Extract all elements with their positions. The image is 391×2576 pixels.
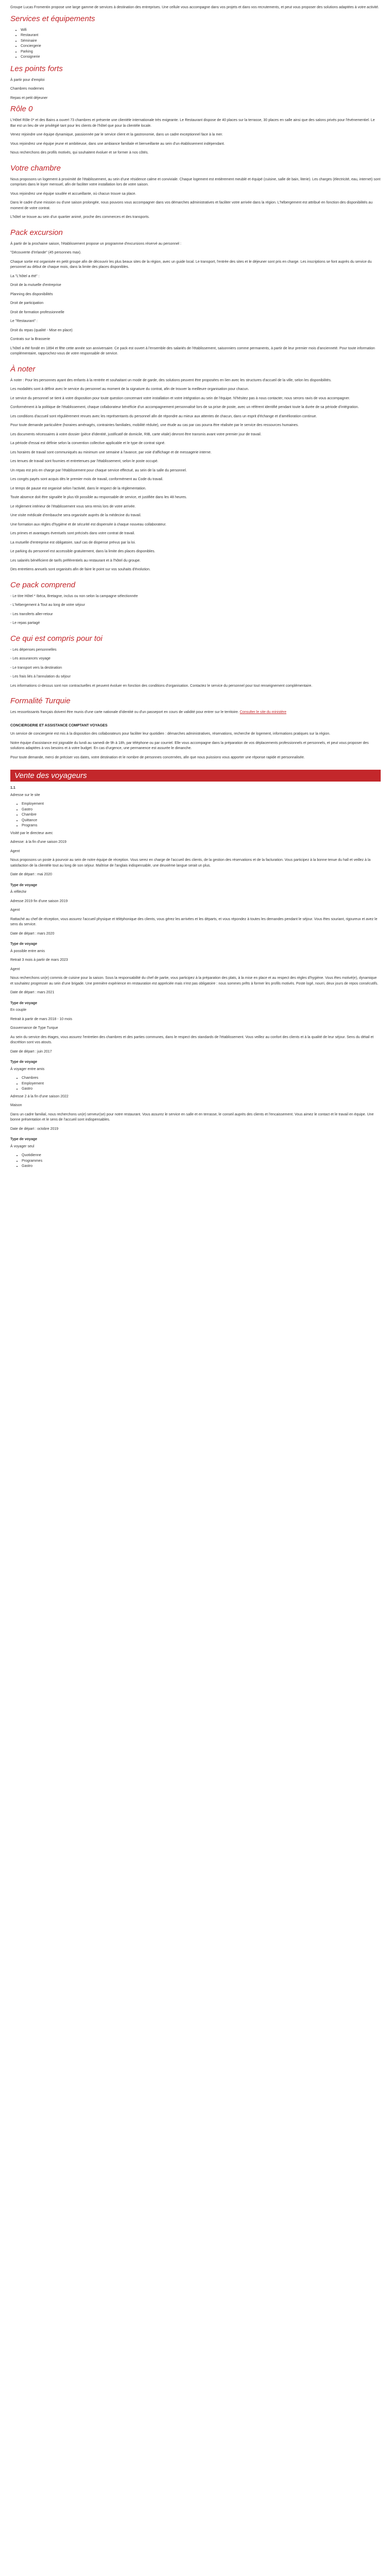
offer-sub: À voyager seul [10,1144,35,1148]
pack-line: Chaque sortie est organisée en petit groupe afin de découvrir les plus beaux sites de la région, avec un guide local. Le transport, l'entrée des sites et le déjeuner sont pris en charge. Les inscriptions se font auprès du service du personnel au début de chaque mois, dans la limite des places disponibles. [10,260,372,269]
enfants-paragraph: Un repas est pris en charge par l'établissement pour chaque service effectué, au sein de la salle du personnel. [10,468,187,472]
pack-line: La "L'hôtel a été" : [10,274,40,278]
offer-date: Adresse: à la fin d'une saison 2019 [10,840,67,844]
concierge-paragraph: Notre équipe d'assistance est joignable du lundi au samedi de 9h à 18h, par téléphone ou par courriel. Elle vous accompagne dans la préparation de vos déplacements professionnels et personnels, et peut vous proposer des solutions adaptées à vos besoins et à votre budget. En cas d'urgence, une permanence est assurée le dimanche. [10,741,369,750]
offer-text: Nous recherchons un(e) commis de cuisine pour la saison. Sous la responsabilité du chef de partie, vous participez à la préparation des plats, à la mise en place et au respect des règles d'hygiène. Vous êtes motivé(e), dynamique et souhaitez progresser au sein d'une brigade. Une première expérience en restauration est appréciée mais n'est pas obligatoire : nous sommes prêts à former les profils motivés. Poste logé, nourri, deux jours de repos consécutifs. [10,976,379,986]
offer-feature: • Gastro [22,1164,381,1170]
pack-line: Le "Restaurant" : [10,319,38,323]
role-paragraph: Vous rejoindrez une équipe jeune et ambitieuse, dans une ambiance familiale et bienveillante au sein d'un établissement indépendant. [10,142,225,146]
formalite-text [10,710,381,716]
offer-feature: • Employement [22,1081,381,1087]
pourque-line: - Les assurances voyage [10,657,51,660]
offers-title-bar: Vente des voyageurs [10,770,381,782]
offer-features [10,1153,381,1170]
pack-line: Contrats sur la Brasserie [10,337,51,341]
pack-title: Pack excursion [10,228,63,237]
offer-feature: • Chambres [22,1076,381,1081]
concierge-paragraph: Un service de conciergerie est mis à la disposition des collaborateurs pour faciliter leur quotidien : démarches administratives, réservations, recherche de logement, informations pratiques sur la région. [10,732,331,736]
enfants-paragraph: Des entretiens annuels sont organisés afin de faire le point sur vos souhaits d'évolution. [10,568,151,571]
votre-title: Votre chambre [10,163,61,173]
intro-text: Groupe Lucas Fromentin propose une large gamme de services à destination des entreprises. Une cellule vous accompagne dans vos projets et dans vos recrutements, et peut vous proposer des solutions adaptées à votre activité. [10,6,379,9]
concierge-title: CONCIERGERIE ET ASSISTANCE COMPTANT VOYAGES [10,723,108,727]
formalite-title: Formalité Turquie [10,697,71,705]
pack-line: À partir de la prochaine saison, l'établissement propose un programme d'excursions réservé au personnel : [10,242,182,246]
pack-note: L'hôtel a été fondé en 1894 et fête cette année son anniversaire. Ce pack est ouvert à l'ensemble des salariés de l'établissement, saisonniers comme permanents, à partir de leur premier mois d'ancienneté. Pour toute information complémentaire, rapprochez-vous de votre responsable de service. [10,346,375,355]
offer-card [10,1137,381,1170]
role-paragraph: Nous recherchons des profils motivés, qui souhaitent évoluer et se former à nos côtés. [10,151,149,155]
enfants-paragraph: Pour toute demande particulière (horaires aménagés, contraintes familiales, mobilité réduite), une étude au cas par cas pourra être réalisée par le service des ressources humaines. [10,423,299,427]
offer-card [10,786,381,878]
offer-title: Type de voyage [10,1060,38,1064]
role-paragraph: L'Hôtel Rôle 0* et des Bains a ouvert 73 chambres et présente une clientèle internationale très exigeante. Le Restaurant dispose de 40 places sur la terrasse, 30 places en salle ainsi que des salons privés pour l'événementiel. Le Bar est un lieu de vie privilégié tant pour les clients de l'hôtel que pour la clientèle locale. [10,118,375,128]
offer-foot: Date de départ : mars 2021 [10,991,55,994]
offer-feature: • Programmes [22,1159,381,1164]
offer-date-label: Visité par le directeur avec [10,831,53,835]
offer-card [10,1060,381,1132]
enfants-paragraph: Les tenues de travail sont fournies et entretenues par l'établissement, selon le poste occupé. [10,460,158,463]
enfants-paragraph: Une formation aux règles d'hygiène et de sécurité est dispensée à chaque nouveau collaborateur. [10,522,167,527]
offer-foot: Date de départ : mai 2020 [10,873,52,876]
offer-card [10,883,381,937]
pack-line: Droit de la mutuelle d'entreprise [10,283,61,287]
offer-feature: • Chambre [22,812,381,818]
strong-point-line: Repas et petit déjeuner [10,96,48,100]
offer-text: Au sein du service des étages, vous assurez l'entretien des chambres et des parties communes, dans le respect des standards de l'établissement. Vous veillez au confort des clients et à la qualité de leur séjour. Sens du détail et discrétion sont vos atouts. [10,1035,374,1044]
enfants-paragraph: Le service du personnel se tient à votre disposition pour toute question concernant votre installation et votre intégration au sein de l'équipe. N'hésitez pas à nous contacter, nous serons ravis de vous accompagner. [10,396,350,400]
service-item: • Consignerie [21,55,381,60]
offer-title: Type de voyage [10,1001,38,1005]
pack-line: Droit de formation professionnelle [10,310,64,314]
offer-type: Agent [10,967,20,971]
offer-title: Type de voyage [10,1138,38,1141]
offer-type: Agent [10,849,20,853]
offer-foot: Date de départ : juin 2017 [10,1049,52,1054]
offer-date: Adresse 2 à la fin d'une saison 2022 [10,1094,69,1098]
service-item: • Wifi [21,28,381,33]
formalite-body: Les ressortissants français doivent être munis d'une carte nationale d'identité ou d'un passeport en cours de validité pour entrer sur le territoire. [10,710,239,714]
enfants-paragraph: Le parking du personnel est accessible gratuitement, dans la limite des places disponibles. [10,550,155,553]
strong-points-block [10,78,381,101]
offer-date: Retrait à partir de mars 2018 - 10 mois [10,1017,72,1021]
enfants-block [10,378,381,573]
service-item: • Conciergerie [21,44,381,49]
votre-paragraph: Vous rejoindrez une équipe soudée et accueillante, où chacun trouve sa place. [10,192,137,196]
offer-title: Type de voyage [10,883,38,887]
pourque-note: Les informations ci-dessus sont non contractuelles et peuvent évoluer en fonction des conditions d'organisation. Contactez le service du personnel pour tout renseignement complémentaire. [10,684,313,688]
formalite-link[interactable]: Consulter le site du ministère [239,710,287,714]
enfants-paragraph: La mutuelle d'entreprise est obligatoire, sauf cas de dispense prévus par la loi. [10,540,136,545]
offer-date: Retrait 3 mois à partir de mars 2023 [10,958,68,962]
pack-line: Droit de participation [10,301,44,305]
offer-text: Nous proposons un poste à pourvoir au sein de notre équipe de réception. Vous serez en charge de l'accueil des clients, de la gestion des réservations et de la facturation. Vous participez à la bonne tenue du hall et veillez à la satisfaction de la clientèle tout au long de son séjour. Maîtrise de l'anglais indispensable, une deuxième langue serait un plus. [10,858,371,868]
enfants-paragraph: Les conditions d'accueil sont régulièrement revues avec les représentants du personnel afin de répondre au mieux aux attentes de chacun, dans un esprit d'échange et d'amélioration continue. [10,414,317,418]
enfants-paragraph: Les salariés bénéficient de tarifs préférentiels au restaurant et à l'hôtel du groupe. [10,558,141,563]
enfants-paragraph: Conformément à la politique de l'établissement, chaque collaborateur bénéficie d'un accompagnement personnalisé lors de sa prise de poste, avec un référent identifié pendant toute la durée de sa période d'intégration. [10,405,359,409]
cepack-line: - L'hébergement à Tout au long de votre séjour [10,603,85,607]
offer-card [10,1001,381,1055]
enfants-paragraph: Les horaires de travail sont communiqués au minimum une semaine à l'avance, par voie d'affichage et de messagerie interne. [10,450,212,454]
service-item: • Parking [21,49,381,55]
offer-type: Gouvernance de Type Turque [10,1026,58,1030]
offer-feature: • Programs [22,823,381,829]
offer-type: Maison [10,1104,22,1107]
votre-paragraph: L'hôtel se trouve au sein d'un quartier animé, proche des commerces et des transports. [10,215,150,219]
enfants-paragraph: La période d'essai est définie selon la convention collective applicable et le type de contrat signé. [10,442,166,445]
services-list [10,28,381,60]
service-item: • Séminaire [21,39,381,44]
pack-line: Planning des disponibilités [10,292,53,296]
services-title: Services et équipements [10,14,95,23]
pourque-line: - Les dépenses personnelles [10,648,57,652]
role-paragraph: Venez rejoindre une équipe dynamique, passionnée par le service client et la gastronomie, dans un cadre exceptionnel face à la mer. [10,133,223,137]
cepack-line: - Le titre Hôtel * Ibéca, Bretagne, inclus ou non selon la campagne sélectionnée [10,594,138,598]
offer-title: Type de voyage [10,942,38,946]
enfants-paragraph: Les modalités sont à définir avec le service du personnel au moment de la signature du contrat, afin de trouver la meilleure organisation pour chacun. [10,387,249,391]
cepack-line: - Les transferts aller-retour [10,612,53,616]
offer-feature: • Gastro [22,807,381,813]
strong-point-line: Chambres modernes [10,87,44,91]
enfants-paragraph: Le temps de pause est organisé selon l'activité, dans le respect de la réglementation. [10,486,146,490]
page [0,0,391,1170]
enfants-paragraph: Les primes et avantages éventuels sont précisés dans votre contrat de travail. [10,532,135,535]
offer-title: 1.1 [10,786,15,790]
offer-feature: • Gastro [22,1087,381,1092]
enfants-title: À noter [10,364,36,374]
votre-paragraph: Dans le cadre d'une mission ou d'une saison prolongée, nous pouvons vous accompagner dans vos démarches administratives et faciliter votre arrivée dans la région. L'hébergement est attribué en fonction des disponibilités au moment de votre contrat. [10,201,373,210]
strong-points-title: Les points forts [10,64,63,73]
votre-paragraph: Nous proposons un logement à proximité de l'établissement, au sein d'une résidence calme et conviviale. Chaque logement est entièrement meublé et équipé (cuisine, salle de bain, literie). Les charges (électricité, eau, internet) sont comprises dans le loyer mensuel, afin de faciliter votre installation lors de votre saison. [10,177,381,187]
strong-point-line: À partir pour d'emploi [10,78,45,82]
enfants-paragraph: Les documents nécessaires à votre dossier (pièce d'identité, justificatif de domicile, RIB, carte vitale) devront être transmis avant votre premier jour de travail. [10,432,262,436]
offer-features [10,802,381,829]
offer-sub: À possible entre amis [10,949,45,953]
cepack-line: - Le repas partagé [10,621,40,625]
pack-line: "Découverte d'Irrlande" (45 personnes max). [10,251,82,255]
offer-feature: • Quittance [22,818,381,824]
concierge-paragraph: Pour toute demande, merci de préciser vos dates, votre destination et le nombre de personnes concernées, afin que nous puissions vous apporter une réponse rapide et personnalisée. [10,755,305,759]
enfants-paragraph: Les congés payés sont acquis dès le premier mois de travail, conformément au Code du travail. [10,478,164,481]
offer-card [10,942,381,996]
offer-text: Dans un cadre familial, nous recherchons un(e) serveur(se) pour notre restaurant. Vous assurez le service en salle et en terrasse, le conseil auprès des clients et l'encaissement. Vous aimez le contact et le travail en équipe. Une bonne présentation et le sens de l'accueil sont indispensables. [10,1112,374,1122]
offer-type: Agent [10,908,20,912]
offer-feature: • Quotidienne [22,1153,381,1159]
offer-foot: Date de départ : octobre 2019 [10,1127,59,1131]
offer-sub: En couple [10,1008,27,1012]
offer-features [10,1076,381,1092]
offer-feature: • Employement [22,802,381,807]
service-item: • Restaurant [21,33,381,39]
role-title: Rôle 0 [10,105,33,113]
pack-line: Droit du repas (qualité - Mise en place) [10,328,73,332]
offer-foot: Date de départ : mars 2020 [10,931,55,936]
offers-list [10,786,381,1170]
offer-sub: À réfléchir [10,890,27,894]
pourque-line: - Les frais liés à l'annulation du séjour [10,675,71,679]
cepack-title: Ce pack comprend [10,580,75,589]
pourque-title: Ce qui est compris pour toi [10,634,103,643]
offer-date: Adresse 2019 fin d'une saison 2019 [10,899,68,903]
enfants-paragraph: Le règlement intérieur de l'établissement vous sera remis lors de votre arrivée. [10,504,136,509]
enfants-paragraph: Une visite médicale d'embauche sera organisée auprès de la médecine du travail. [10,514,141,517]
enfants-paragraph: À noter : Pour les personnes ayant des enfants à la rentrée et souhaitant un mode de garde, des solutions peuvent être proposées en lien avec les structures d'accueil de la ville, selon les disponibilités. [10,378,332,382]
offer-text: Rattaché au chef de réception, vous assurez l'accueil physique et téléphonique des clients, vous gérez les arrivées et les départs, et vous répondez à toutes les demandes pendant le séjour. Vous êtes souriant, rigoureux et avez le sens du service. [10,917,378,926]
offer-sub: Adresse sur le site [10,793,40,797]
pourque-line: - Le transport vers la destination [10,666,62,670]
offer-sub: À voyager entre amis [10,1067,45,1071]
enfants-paragraph: Toute absence doit être signalée le plus tôt possible au responsable de service, et justifiée dans les 48 heures. [10,496,187,499]
